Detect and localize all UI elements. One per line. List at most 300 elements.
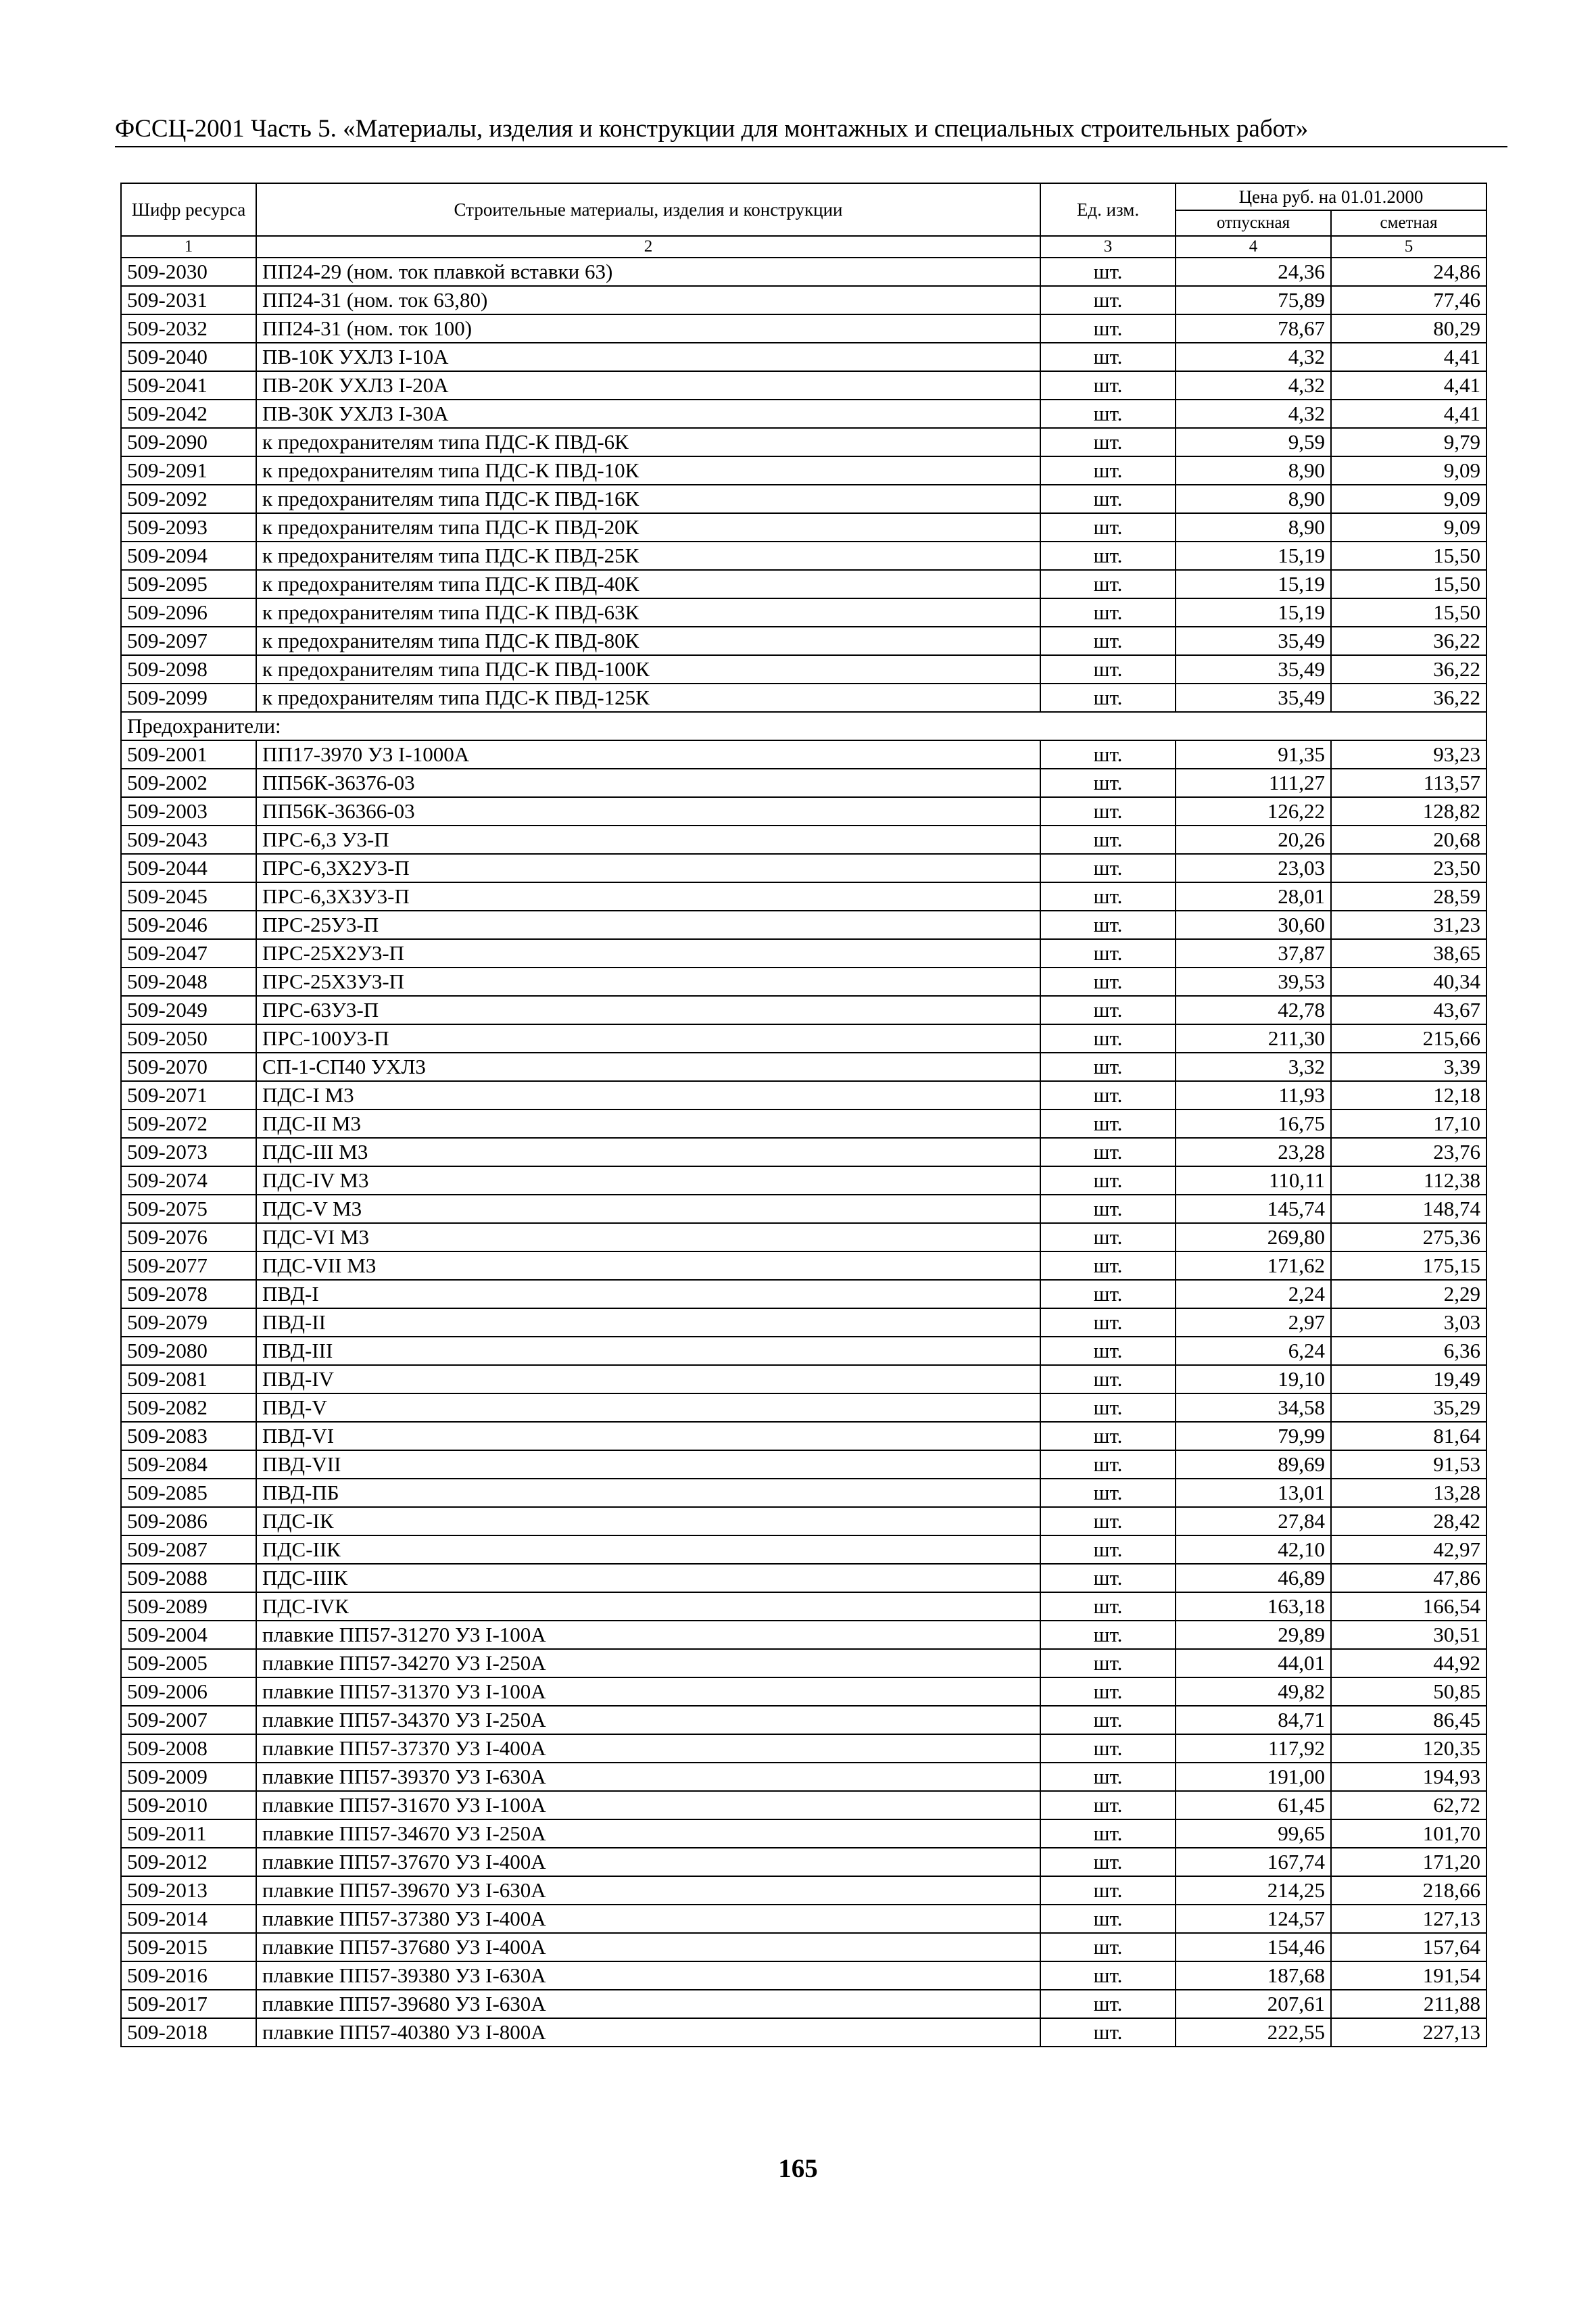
material-name-cell: ПВД-II	[256, 1308, 1040, 1337]
estimate-price-cell: 127,13	[1331, 1905, 1486, 1933]
material-name-cell: к предохранителям типа ПДС-К ПВД-100К	[256, 655, 1040, 684]
release-price-cell: 15,19	[1176, 598, 1331, 627]
unit-cell: шт.	[1040, 996, 1176, 1024]
release-price-cell: 28,01	[1176, 882, 1331, 911]
resource-code-cell: 509-2003	[121, 797, 256, 826]
unit-cell: шт.	[1040, 911, 1176, 939]
estimate-price-cell: 44,92	[1331, 1649, 1486, 1677]
unit-cell: шт.	[1040, 400, 1176, 428]
resource-code-cell: 509-2030	[121, 258, 256, 286]
resource-code-cell: 509-2070	[121, 1053, 256, 1081]
table-row	[121, 911, 1486, 939]
estimate-price-cell: 43,67	[1331, 996, 1486, 1024]
release-price-cell: 8,90	[1176, 485, 1331, 513]
table-row	[121, 882, 1486, 911]
resource-code-cell: 509-2040	[121, 343, 256, 371]
table-row	[121, 258, 1486, 286]
estimate-price-cell: 19,49	[1331, 1365, 1486, 1393]
release-price-cell: 46,89	[1176, 1564, 1331, 1592]
material-name-cell: ПДС-VI М3	[256, 1223, 1040, 1251]
release-price-cell: 75,89	[1176, 286, 1331, 314]
unit-cell: шт.	[1040, 1280, 1176, 1308]
table-row	[121, 1535, 1486, 1564]
unit-cell: шт.	[1040, 854, 1176, 882]
unit-cell: шт.	[1040, 1450, 1176, 1479]
table-row	[121, 1507, 1486, 1535]
resource-code-cell: 509-2093	[121, 513, 256, 542]
table-row	[121, 740, 1486, 769]
unit-cell: шт.	[1040, 826, 1176, 854]
release-price-cell: 11,93	[1176, 1081, 1331, 1109]
material-name-cell: плавкие ПП57-31670 У3 I-100А	[256, 1791, 1040, 1819]
unit-cell: шт.	[1040, 1053, 1176, 1081]
unit-cell: шт.	[1040, 286, 1176, 314]
estimate-price-cell: 171,20	[1331, 1848, 1486, 1876]
table-row	[121, 314, 1486, 343]
resource-code-cell: 509-2041	[121, 371, 256, 400]
material-name-cell: ПВ-30К УХЛ3 I-30А	[256, 400, 1040, 428]
unit-cell: шт.	[1040, 1763, 1176, 1791]
estimate-price-cell: 91,53	[1331, 1450, 1486, 1479]
table-row	[121, 1280, 1486, 1308]
unit-cell: шт.	[1040, 428, 1176, 456]
estimate-price-cell: 15,50	[1331, 542, 1486, 570]
unit-cell: шт.	[1040, 1706, 1176, 1734]
estimate-price-cell: 31,23	[1331, 911, 1486, 939]
resource-code-cell: 509-2077	[121, 1251, 256, 1280]
material-name-cell: ПВД-ПБ	[256, 1479, 1040, 1507]
material-name-cell: ПРС-100У3-П	[256, 1024, 1040, 1053]
material-name-cell: плавкие ПП57-37680 У3 I-400А	[256, 1933, 1040, 1961]
unit-cell: шт.	[1040, 1564, 1176, 1592]
table-row	[121, 1479, 1486, 1507]
release-price-cell: 9,59	[1176, 428, 1331, 456]
material-name-cell: плавкие ПП57-37370 У3 I-400А	[256, 1734, 1040, 1763]
table-row	[121, 1621, 1486, 1649]
column-header-estimate: сметная	[1331, 210, 1486, 236]
material-name-cell: плавкие ПП57-39370 У3 I-630А	[256, 1763, 1040, 1791]
unit-cell: шт.	[1040, 1848, 1176, 1876]
table-row	[121, 1791, 1486, 1819]
unit-cell: шт.	[1040, 1535, 1176, 1564]
resource-code-cell: 509-2092	[121, 485, 256, 513]
estimate-price-cell: 4,41	[1331, 371, 1486, 400]
table-row	[121, 627, 1486, 655]
material-name-cell: ПРС-63У3-П	[256, 996, 1040, 1024]
material-name-cell: ПВ-10К УХЛ3 I-10А	[256, 343, 1040, 371]
material-name-cell: ПП17-3970 У3 I-1000А	[256, 740, 1040, 769]
estimate-price-cell: 6,36	[1331, 1337, 1486, 1365]
release-price-cell: 20,26	[1176, 826, 1331, 854]
estimate-price-cell: 128,82	[1331, 797, 1486, 826]
unit-cell: шт.	[1040, 1308, 1176, 1337]
resource-code-cell: 509-2012	[121, 1848, 256, 1876]
section-row	[121, 712, 1486, 740]
unit-cell: шт.	[1040, 1592, 1176, 1621]
release-price-cell: 61,45	[1176, 1791, 1331, 1819]
column-number: 4	[1176, 236, 1331, 258]
estimate-price-cell: 47,86	[1331, 1564, 1486, 1592]
column-number: 5	[1331, 236, 1486, 258]
resource-code-cell: 509-2096	[121, 598, 256, 627]
table-row	[121, 1848, 1486, 1876]
unit-cell: шт.	[1040, 343, 1176, 371]
column-number-row	[121, 236, 1486, 258]
unit-cell: шт.	[1040, 655, 1176, 684]
table-row	[121, 485, 1486, 513]
table-row	[121, 1763, 1486, 1791]
price-table	[120, 183, 1487, 2047]
resource-code-cell: 509-2085	[121, 1479, 256, 1507]
resource-code-cell: 509-2074	[121, 1166, 256, 1195]
column-header-name: Строительные материалы, изделия и конструкции	[256, 183, 1040, 236]
table-row	[121, 1223, 1486, 1251]
release-price-cell: 117,92	[1176, 1734, 1331, 1763]
estimate-price-cell: 211,88	[1331, 1990, 1486, 2018]
release-price-cell: 15,19	[1176, 542, 1331, 570]
estimate-price-cell: 194,93	[1331, 1763, 1486, 1791]
column-header-release: отпускная	[1176, 210, 1331, 236]
resource-code-cell: 509-2042	[121, 400, 256, 428]
release-price-cell: 30,60	[1176, 911, 1331, 939]
unit-cell: шт.	[1040, 570, 1176, 598]
resource-code-cell: 509-2050	[121, 1024, 256, 1053]
material-name-cell: плавкие ПП57-39680 У3 I-630А	[256, 1990, 1040, 2018]
estimate-price-cell: 40,34	[1331, 968, 1486, 996]
unit-cell: шт.	[1040, 1621, 1176, 1649]
table-row	[121, 1053, 1486, 1081]
release-price-cell: 167,74	[1176, 1848, 1331, 1876]
material-name-cell: плавкие ПП57-37380 У3 I-400А	[256, 1905, 1040, 1933]
release-price-cell: 42,10	[1176, 1535, 1331, 1564]
release-price-cell: 211,30	[1176, 1024, 1331, 1053]
unit-cell: шт.	[1040, 627, 1176, 655]
release-price-cell: 34,58	[1176, 1393, 1331, 1422]
estimate-price-cell: 20,68	[1331, 826, 1486, 854]
table-row	[121, 1393, 1486, 1422]
unit-cell: шт.	[1040, 1734, 1176, 1763]
resource-code-cell: 509-2084	[121, 1450, 256, 1479]
material-name-cell: плавкие ПП57-34670 У3 I-250А	[256, 1819, 1040, 1848]
resource-code-cell: 509-2045	[121, 882, 256, 911]
release-price-cell: 4,32	[1176, 371, 1331, 400]
table-row	[121, 1166, 1486, 1195]
unit-cell: шт.	[1040, 1961, 1176, 1990]
material-name-cell: ПДС-IК	[256, 1507, 1040, 1535]
unit-cell: шт.	[1040, 1337, 1176, 1365]
table-body-lower	[121, 740, 1486, 2047]
table-row	[121, 1081, 1486, 1109]
section-row-group	[121, 712, 1486, 740]
table-row	[121, 1819, 1486, 1848]
estimate-price-cell: 9,09	[1331, 485, 1486, 513]
table-row	[121, 854, 1486, 882]
column-number: 3	[1040, 236, 1176, 258]
release-price-cell: 49,82	[1176, 1677, 1331, 1706]
table-row	[121, 513, 1486, 542]
estimate-price-cell: 12,18	[1331, 1081, 1486, 1109]
material-name-cell: ПДС-IIIК	[256, 1564, 1040, 1592]
release-price-cell: 35,49	[1176, 655, 1331, 684]
resource-code-cell: 509-2088	[121, 1564, 256, 1592]
release-price-cell: 35,49	[1176, 627, 1331, 655]
table-row	[121, 1990, 1486, 2018]
release-price-cell: 4,32	[1176, 343, 1331, 371]
material-name-cell: ПП24-29 (ном. ток плавкой вставки 63)	[256, 258, 1040, 286]
material-name-cell: ПВД-I	[256, 1280, 1040, 1308]
resource-code-cell: 509-2079	[121, 1308, 256, 1337]
unit-cell: шт.	[1040, 1507, 1176, 1535]
unit-cell: шт.	[1040, 513, 1176, 542]
estimate-price-cell: 4,41	[1331, 343, 1486, 371]
release-price-cell: 222,55	[1176, 2018, 1331, 2047]
estimate-price-cell: 275,36	[1331, 1223, 1486, 1251]
estimate-price-cell: 38,65	[1331, 939, 1486, 968]
resource-code-cell: 509-2089	[121, 1592, 256, 1621]
table-row	[121, 598, 1486, 627]
resource-code-cell: 509-2010	[121, 1791, 256, 1819]
material-name-cell: ПП24-31 (ном. ток 100)	[256, 314, 1040, 343]
estimate-price-cell: 2,29	[1331, 1280, 1486, 1308]
release-price-cell: 24,36	[1176, 258, 1331, 286]
release-price-cell: 42,78	[1176, 996, 1331, 1024]
unit-cell: шт.	[1040, 1251, 1176, 1280]
resource-code-cell: 509-2014	[121, 1905, 256, 1933]
unit-cell: шт.	[1040, 1166, 1176, 1195]
estimate-price-cell: 30,51	[1331, 1621, 1486, 1649]
column-header-price: Цена руб. на 01.01.2000	[1176, 183, 1486, 210]
unit-cell: шт.	[1040, 1138, 1176, 1166]
resource-code-cell: 509-2043	[121, 826, 256, 854]
material-name-cell: ПДС-IVК	[256, 1592, 1040, 1621]
release-price-cell: 163,18	[1176, 1592, 1331, 1621]
resource-code-cell: 509-2072	[121, 1109, 256, 1138]
estimate-price-cell: 23,50	[1331, 854, 1486, 882]
estimate-price-cell: 23,76	[1331, 1138, 1486, 1166]
release-price-cell: 19,10	[1176, 1365, 1331, 1393]
resource-code-cell: 509-2083	[121, 1422, 256, 1450]
material-name-cell: ПВ-20К УХЛ3 I-20А	[256, 371, 1040, 400]
resource-code-cell: 509-2094	[121, 542, 256, 570]
unit-cell: шт.	[1040, 1677, 1176, 1706]
resource-code-cell: 509-2008	[121, 1734, 256, 1763]
estimate-price-cell: 3,39	[1331, 1053, 1486, 1081]
table-body-upper	[121, 258, 1486, 712]
table-row	[121, 797, 1486, 826]
unit-cell: шт.	[1040, 1819, 1176, 1848]
estimate-price-cell: 120,35	[1331, 1734, 1486, 1763]
table-row	[121, 1905, 1486, 1933]
table-row	[121, 968, 1486, 996]
table-row	[121, 655, 1486, 684]
resource-code-cell: 509-2007	[121, 1706, 256, 1734]
page-number: 165	[778, 2154, 818, 2183]
table-row	[121, 1564, 1486, 1592]
release-price-cell: 15,19	[1176, 570, 1331, 598]
material-name-cell: плавкие ПП57-39380 У3 I-630А	[256, 1961, 1040, 1990]
estimate-price-cell: 13,28	[1331, 1479, 1486, 1507]
unit-cell: шт.	[1040, 258, 1176, 286]
estimate-price-cell: 80,29	[1331, 314, 1486, 343]
release-price-cell: 39,53	[1176, 968, 1331, 996]
material-name-cell: ПП24-31 (ном. ток 63,80)	[256, 286, 1040, 314]
material-name-cell: плавкие ПП57-34270 У3 I-250А	[256, 1649, 1040, 1677]
table-row	[121, 286, 1486, 314]
material-name-cell: ПДС-VII М3	[256, 1251, 1040, 1280]
estimate-price-cell: 36,22	[1331, 627, 1486, 655]
resource-code-cell: 509-2099	[121, 684, 256, 712]
resource-code-cell: 509-2006	[121, 1677, 256, 1706]
resource-code-cell: 509-2047	[121, 939, 256, 968]
material-name-cell: ПДС-IV М3	[256, 1166, 1040, 1195]
material-name-cell: ПП56К-36366-03	[256, 797, 1040, 826]
resource-code-cell: 509-2005	[121, 1649, 256, 1677]
estimate-price-cell: 3,03	[1331, 1308, 1486, 1337]
resource-code-cell: 509-2090	[121, 428, 256, 456]
table-row	[121, 1706, 1486, 1734]
estimate-price-cell: 166,54	[1331, 1592, 1486, 1621]
table-row	[121, 1734, 1486, 1763]
material-name-cell: ПДС-V М3	[256, 1195, 1040, 1223]
release-price-cell: 13,01	[1176, 1479, 1331, 1507]
release-price-cell: 191,00	[1176, 1763, 1331, 1791]
estimate-price-cell: 157,64	[1331, 1933, 1486, 1961]
resource-code-cell: 509-2071	[121, 1081, 256, 1109]
material-name-cell: ПВД-VI	[256, 1422, 1040, 1450]
resource-code-cell: 509-2075	[121, 1195, 256, 1223]
unit-cell: шт.	[1040, 1791, 1176, 1819]
release-price-cell: 2,24	[1176, 1280, 1331, 1308]
unit-cell: шт.	[1040, 1876, 1176, 1905]
release-price-cell: 8,90	[1176, 456, 1331, 485]
release-price-cell: 8,90	[1176, 513, 1331, 542]
unit-cell: шт.	[1040, 1479, 1176, 1507]
table-row	[121, 1450, 1486, 1479]
release-price-cell: 207,61	[1176, 1990, 1331, 2018]
table-row	[121, 2018, 1486, 2047]
resource-code-cell: 509-2049	[121, 996, 256, 1024]
release-price-cell: 35,49	[1176, 684, 1331, 712]
estimate-price-cell: 93,23	[1331, 740, 1486, 769]
table-row	[121, 1195, 1486, 1223]
resource-code-cell: 509-2076	[121, 1223, 256, 1251]
unit-cell: шт.	[1040, 371, 1176, 400]
resource-code-cell: 509-2081	[121, 1365, 256, 1393]
estimate-price-cell: 9,79	[1331, 428, 1486, 456]
estimate-price-cell: 86,45	[1331, 1706, 1486, 1734]
material-name-cell: к предохранителям типа ПДС-К ПВД-63К	[256, 598, 1040, 627]
unit-cell: шт.	[1040, 1990, 1176, 2018]
material-name-cell: ПДС-I М3	[256, 1081, 1040, 1109]
material-name-cell: к предохранителям типа ПДС-К ПВД-40К	[256, 570, 1040, 598]
estimate-price-cell: 35,29	[1331, 1393, 1486, 1422]
estimate-price-cell: 191,54	[1331, 1961, 1486, 1990]
material-name-cell: СП-1-СП40 УХЛ3	[256, 1053, 1040, 1081]
resource-code-cell: 509-2098	[121, 655, 256, 684]
table-row	[121, 456, 1486, 485]
estimate-price-cell: 215,66	[1331, 1024, 1486, 1053]
material-name-cell: плавкие ПП57-31370 У3 I-100А	[256, 1677, 1040, 1706]
resource-code-cell: 509-2044	[121, 854, 256, 882]
resource-code-cell: 509-2015	[121, 1933, 256, 1961]
table-row	[121, 1677, 1486, 1706]
resource-code-cell: 509-2082	[121, 1393, 256, 1422]
material-name-cell: к предохранителям типа ПДС-К ПВД-20К	[256, 513, 1040, 542]
material-name-cell: к предохранителям типа ПДС-К ПВД-80К	[256, 627, 1040, 655]
resource-code-cell: 509-2097	[121, 627, 256, 655]
resource-code-cell: 509-2001	[121, 740, 256, 769]
table-row	[121, 570, 1486, 598]
estimate-price-cell: 28,59	[1331, 882, 1486, 911]
material-name-cell: к предохранителям типа ПДС-К ПВД-125К	[256, 684, 1040, 712]
estimate-price-cell: 36,22	[1331, 655, 1486, 684]
release-price-cell: 6,24	[1176, 1337, 1331, 1365]
release-price-cell: 99,65	[1176, 1819, 1331, 1848]
unit-cell: шт.	[1040, 882, 1176, 911]
resource-code-cell: 509-2073	[121, 1138, 256, 1166]
release-price-cell: 145,74	[1176, 1195, 1331, 1223]
estimate-price-cell: 4,41	[1331, 400, 1486, 428]
unit-cell: шт.	[1040, 456, 1176, 485]
estimate-price-cell: 101,70	[1331, 1819, 1486, 1848]
estimate-price-cell: 62,72	[1331, 1791, 1486, 1819]
material-name-cell: к предохранителям типа ПДС-К ПВД-25К	[256, 542, 1040, 570]
release-price-cell: 23,03	[1176, 854, 1331, 882]
resource-code-cell: 509-2002	[121, 769, 256, 797]
resource-code-cell: 509-2091	[121, 456, 256, 485]
unit-cell: шт.	[1040, 1933, 1176, 1961]
release-price-cell: 27,84	[1176, 1507, 1331, 1535]
material-name-cell: ПДС-IIК	[256, 1535, 1040, 1564]
material-name-cell: к предохранителям типа ПДС-К ПВД-16К	[256, 485, 1040, 513]
material-name-cell: ПРС-25У3-П	[256, 911, 1040, 939]
material-name-cell: к предохранителям типа ПДС-К ПВД-6К	[256, 428, 1040, 456]
table-row	[121, 1592, 1486, 1621]
column-number: 1	[121, 236, 256, 258]
estimate-price-cell: 9,09	[1331, 513, 1486, 542]
release-price-cell: 23,28	[1176, 1138, 1331, 1166]
estimate-price-cell: 24,86	[1331, 258, 1486, 286]
estimate-price-cell: 50,85	[1331, 1677, 1486, 1706]
release-price-cell: 84,71	[1176, 1706, 1331, 1734]
table-row	[121, 1251, 1486, 1280]
table-row	[121, 684, 1486, 712]
resource-code-cell: 509-2013	[121, 1876, 256, 1905]
resource-code-cell: 509-2031	[121, 286, 256, 314]
table-row	[121, 826, 1486, 854]
estimate-price-cell: 42,97	[1331, 1535, 1486, 1564]
material-name-cell: ПРС-6,3Х2У3-П	[256, 854, 1040, 882]
table-row	[121, 939, 1486, 968]
release-price-cell: 29,89	[1176, 1621, 1331, 1649]
estimate-price-cell: 77,46	[1331, 286, 1486, 314]
estimate-price-cell: 17,10	[1331, 1109, 1486, 1138]
table-row	[121, 996, 1486, 1024]
release-price-cell: 111,27	[1176, 769, 1331, 797]
table-row	[121, 371, 1486, 400]
unit-cell: шт.	[1040, 1365, 1176, 1393]
release-price-cell: 4,32	[1176, 400, 1331, 428]
table-row	[121, 400, 1486, 428]
table-row	[121, 1649, 1486, 1677]
table-row	[121, 343, 1486, 371]
release-price-cell: 37,87	[1176, 939, 1331, 968]
unit-cell: шт.	[1040, 314, 1176, 343]
release-price-cell: 269,80	[1176, 1223, 1331, 1251]
material-name-cell: ПРС-6,3Х3У3-П	[256, 882, 1040, 911]
material-name-cell: ПДС-II М3	[256, 1109, 1040, 1138]
unit-cell: шт.	[1040, 1081, 1176, 1109]
